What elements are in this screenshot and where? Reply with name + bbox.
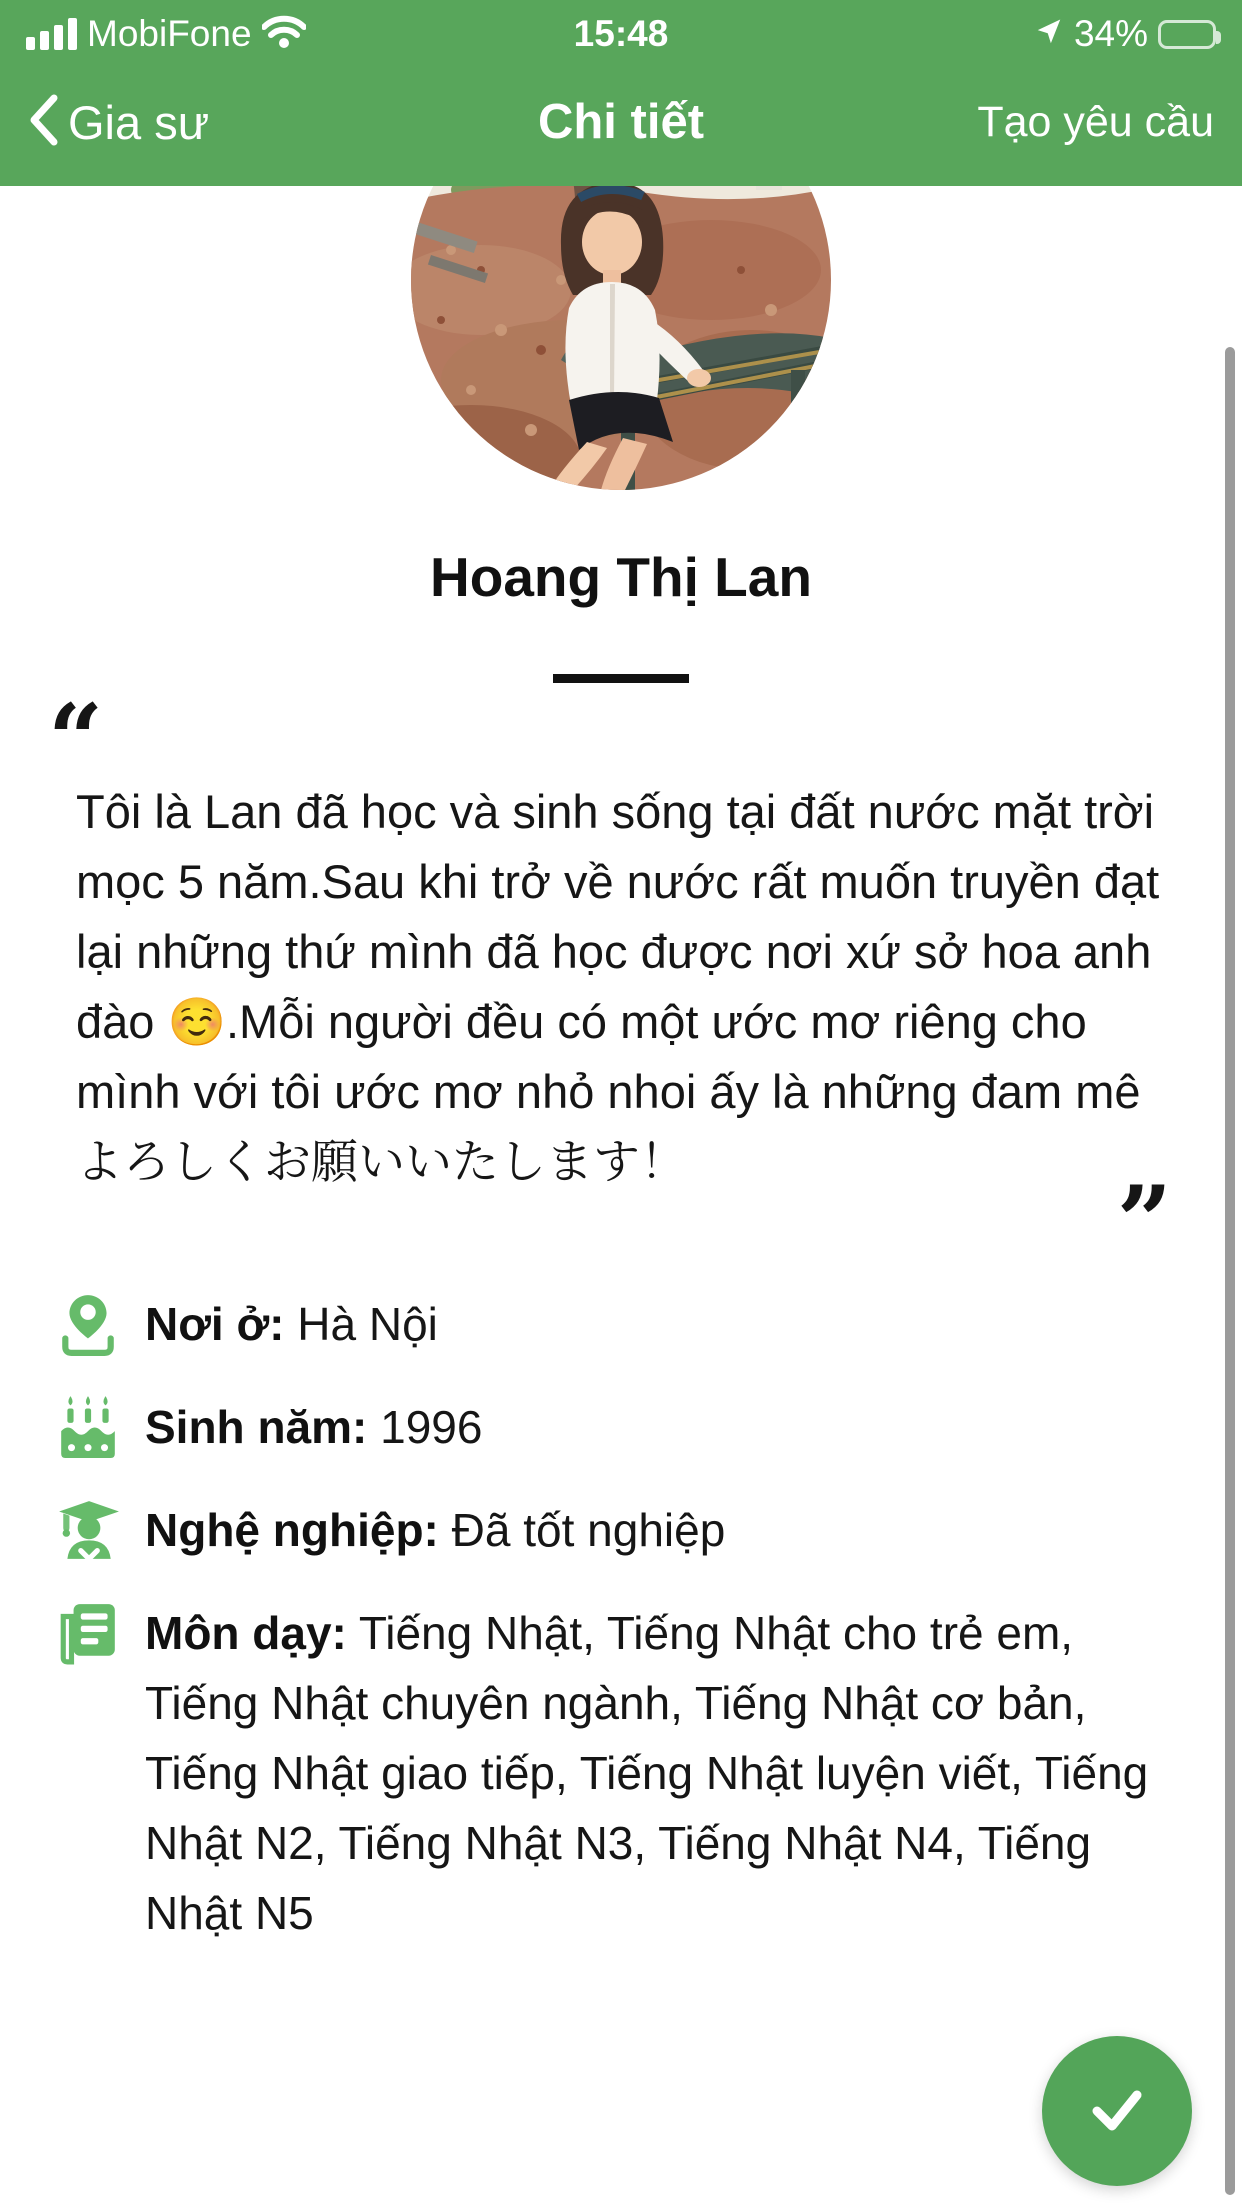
info-row-occupation: [55, 1495, 1184, 1565]
battery-icon: [1158, 20, 1216, 49]
name-divider: [553, 674, 689, 683]
back-button-label: Gia sư: [68, 95, 210, 149]
nav-bar: [0, 58, 1242, 186]
scrollbar-thumb[interactable]: [1225, 347, 1235, 2195]
status-right: [1034, 13, 1216, 55]
info-row-location: [55, 1289, 1184, 1359]
info-text: Sinh năm: 1996: [145, 1401, 483, 1453]
info-text: Nghệ nghiệp: Đã tốt nghiệp: [145, 1504, 726, 1556]
carrier-label: MobiFone: [87, 13, 252, 54]
info-row-birth-year: [55, 1392, 1184, 1462]
open-quote-icon: “: [48, 683, 104, 796]
bio-quote-text: Tôi là Lan đã học và sinh sống tại đất nước mặt trời mọc 5 năm.Sau khi trở về nước rất muốn truyền đạt lại những thứ mình đã học được nơi xứ sở hoa anh đào ☺️.Mỗi người đều có một ước mơ riêng cho mình với tôi ước mơ nhỏ nhoi ấy là những đam mê よろしくお願いいたします！: [76, 785, 1160, 1188]
info-list: [0, 1289, 1242, 1948]
info-text: Môn dạy: Tiếng Nhật, Tiếng Nhật cho trẻ em, Tiếng Nhật chuyên ngành, Tiếng Nhật cơ bản, Tiếng Nhật giao tiếp, Tiếng Nhật luyện viết, Tiếng Nhật N2, Tiếng Nhật N3, Tiếng Nhật N4, Tiếng Nhật N5: [145, 1607, 1149, 1939]
location-pin-icon: [55, 1291, 121, 1357]
chevron-left-icon: [28, 94, 58, 151]
subjects-book-icon: [55, 1600, 121, 1666]
status-bar: [0, 0, 1242, 58]
confirm-button[interactable]: [1042, 2036, 1192, 2186]
graduation-student-icon: [55, 1497, 121, 1563]
app-header: [0, 0, 1242, 186]
info-row-subjects: [55, 1598, 1184, 1948]
page-title: Chi tiết: [537, 95, 705, 149]
bio-quote: [0, 683, 1242, 1278]
close-quote-icon: ”: [1116, 1165, 1172, 1278]
location-arrow-icon: [1034, 17, 1064, 52]
clock: 15:48: [573, 13, 669, 54]
create-request-button[interactable]: Tạo yêu cầu: [977, 97, 1214, 146]
check-icon: [1077, 2069, 1157, 2154]
tutor-name: Hoang Thị Lan: [430, 546, 812, 608]
birthday-cake-icon: [55, 1394, 121, 1460]
battery-percent-label: 34%: [1073, 13, 1148, 54]
info-text: Nơi ở: Hà Nội: [145, 1298, 438, 1350]
back-button[interactable]: [28, 94, 209, 151]
